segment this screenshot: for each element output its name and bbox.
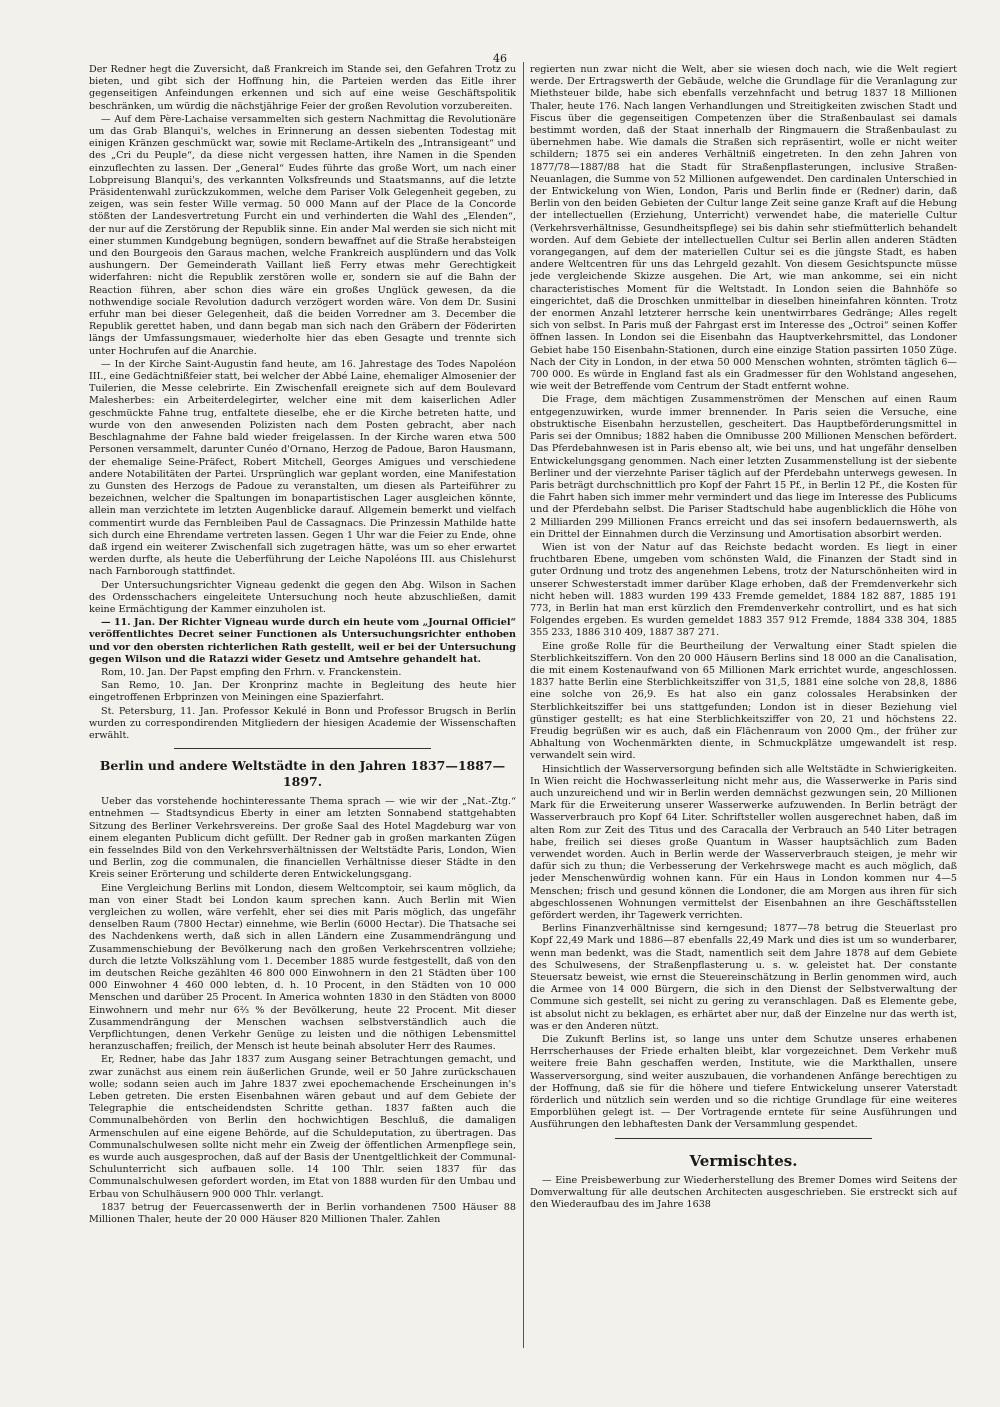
- article-paragraph: Eine große Rolle für die Beurtheilung der Verwaltung einer Stadt spielen die Sterblichkeitsziffern. Von den 20 000 Häusern Berlins sind 18 000 an die Canalisation, die mit einem Kostenaufwand von 65 Millionen Mark errichtet wurde, angeschlossen. 1837 hatte Berlin eine Sterblichkeitsziffer von 31,5, 1881 eine solche von 28,8, 1886 eine solche von 26,9. Es hat also ein ganz colossales Herabsinken der Sterblichkeitsziffer bei uns stattgefunden; London ist in dieser Beziehung viel günstiger gestellt; es hat eine Sterblichkeitsziffer von 20, 21 und höchstens 22. Freudig begrüßen wir es auch, daß ein Flächenraum von 2000 Qm., der früher zur Abhaltung von Wochenmärkten diente, in Schmuckplätze umgewandelt ist resp. verwandelt sein wird.: [530, 640, 957, 762]
- article-paragraph: Die Zukunft Berlins ist, so lange uns unter dem Schutze unseres erhabenen Herrscherhauses der Friede erhalten bleibt, klar vorgezeichnet. Dem Verkehr muß weitere freie Bahn geschaffen werden, Institute, wie die Markthallen, unsere Wasserversorgung, sind weiter auszubauen, die vorhandenen Anfänge berechtigen zu der Hoffnung, daß sie für die höhere und tiefere Entwickelung unserer Vaterstadt förderlich und nützlich sein werden und so die richtige Grundlage für eine weiteres Emporblühen gelegt ist. — Der Vortragende erntete für seine Ausführungen und Ausführungen den lebhaftesten Dank der Versammlung gespendet.: [530, 1034, 957, 1131]
- left-column: [89, 64, 516, 1346]
- article-paragraph: Wien ist von der Natur auf das Reichste bedacht worden. Es liegt in einer fruchtbaren Ebene, umgeben vom schönsten Wald, die Finanzen der Stadt sind in guter Ordnung und trotz des angenehmen Lebens, trotz der Naturschönheiten wird in unserer Schwesterstadt immer darüber Klage erhoben, daß der Fremdenverkehr sich nicht heben will. 1883 wurden 199 433 Fremde gemeldet, 1884 182 887, 1885 191 773, in Berlin hat man erst kürzlich den Fremdenverkehr controllirt, und es hat sich Folgendes ergeben. Es wurden gemeldet 1883 357 912 Fremde, 1884 338 304, 1885 355 233, 1886 310 409, 1887 387 271.: [530, 541, 957, 639]
- article-paragraph: — Eine Preisbewerbung zur Wiederherstellung des Bremer Domes wird Seitens der Domverwaltung für alle deutschen Architecten ausgeschrieben. Sie erstreckt sich auf den Wiederaufbau des im Jahre 1638: [530, 1174, 957, 1211]
- article-paragraph: Ueber das vorstehende hochinteressante Thema sprach — wie wir der „Nat.-Ztg.“ entnehmen — Stadtsyndicus Eberty in einer am letzten Sonnabend stattgehabten Sitzung des Berliner Verkehrsvereins. Der große Saal des Hotel Magdeburg war von einem eleganten Publicum dicht gefüllt. Der Redner gab in großen markanten Zügen ein fesselndes Bild von den Verkehrsverhältnissen der Weltstädte Paris, London, Wien und Berlin, zog die communalen, die financiellen Verhältnisse dieser Städte in den Kreis seiner Erörterung und schilderte deren Entwickelungsgang.: [89, 796, 516, 881]
- divider: [615, 1138, 871, 1139]
- article-paragraph: Hinsichtlich der Wasserversorgung befinden sich alle Weltstädte in Schwierigkeiten. In Wien reicht die Hochwasserleitung nicht mehr aus, die Wasserwerke in Paris sind auch unzureichend und wir in Berlin werden demnächst gezwungen sein, 20 Millionen Mark für die Erweiterung unserer Wasserwerke aufzuwenden. In Berlin beträgt der Wasserverbrauch pro Kopf 64 Liter. Schriftsteller wollen ausgerechnet haben, daß im alten Rom zur Zeit des Titus und des Caracalla der Verbrauch an 540 Liter betragen habe, freilich sei dieses große Quantum in Wasser hauptsächlich zum Baden verwendet worden. Auch in Berlin werde der Wasserverbrauch steigen, je mehr wir dafür sich zu thun; die Verbesserung der Verkehrswege macht es auch möglich, daß jeder Menschenwürdig wohnen kann. Für ein Haus in London kommen nur 4—5 Menschen; frisch und gesund können die Londoner, die am Morgen aus ihren für sich abgeschlossenen Wohnungen vermittelst der Eisenbahnen an ihre Geschäftsstellen gefördert werden, ihr Tagewerk verrichten.: [530, 763, 957, 922]
- column-divider: [523, 62, 524, 1348]
- article-paragraph: Rom, 10. Jan. Der Papst empfing den Frhrn. v. Franckenstein.: [101, 666, 402, 678]
- article-paragraph: — In der Kirche Saint-Augustin fand heute, am 16. Jahrestage des Todes Napoléon III., eine Gedächtnißfeier statt, bei welcher der Abbé Laine, ehemaliger Almosenier der Tuilerien, die Messe celebrirte. Ein Zwischenfall ereignete sich auf dem Boulevard Malesherbes: ein Arbeiterdelegirter, welcher eine mit dem kaiserlichen Adler geschmückte Fahne trug, entfaltete dieselbe, ehe er die Kirche betreten hatte, und wurde von den anwesenden Polizisten nach dem Posten gebracht, aber nach Beschlagnahme der Fahne bald wieder freigelassen. In der Kirche waren etwa 500 Personen versammelt, darunter Cunéo d'Ornano, Herzog de Padoue, Baron Hausmann, der ehemalige Seine-Präfect, Robert Mitchell, Georges Amigues und verschiedene andere Notabilitäten der Partei. Ursprünglich war geplant worden, eine Manifestation zu Gunsten des Herzogs de Padoue zu veranstalten, um diesen als Parteiführer zu bezeichnen, welcher die Spaltungen im bonapartistischen Lager ausgleichen könnte, allein man verzichtete im letzten Augenblicke darauf. Allgemein bemerkt und vielfach commentirt wurde das Fernbleiben Paul de Cassagnacs. Die Prinzessin Mathilde hatte sich durch eine Ehrendame vertreten lassen. Gegen 1 Uhr war die Feier zu Ende, ohne daß irgend ein weiterer Zwischenfall sich zugetragen hätte, was um so eher erwartet werden durfte, als heute die Ueberführung der Leiche Napoléons III. aus Chislehurst nach Farnborough stattfindet.: [89, 358, 516, 578]
- right-column: [530, 64, 957, 1346]
- article-paragraph: Berlins Finanzverhältnisse sind kerngesund; 1877—78 betrug die Steuerlast pro Kopf 22,49 Mark und 1886—87 ebenfalls 22,49 Mark und dies ist um so wunderbarer, wenn man bedenkt, was die Stadt, namentlich seit dem Jahre 1878 auf dem Gebiete des Schulwesens, der Straßenpflasterung u. s. w. geleistet hat. Der constante Steuersatz beweist, wie ernst die Steuereinschätzung in Berlin genommen wird, auch die Armee von 14 000 Bürgern, die sich in den Dienst der Selbstverwaltung der Commune sich gestellt, sei nicht zu gering zu veranschlagen. Daß es Elemente gebe, ist absolut nicht zu beklagen, es erhärtet aber nur, daß der Einzelne nur das werth ist, was er den Anderen nützt.: [530, 923, 957, 1032]
- article-paragraph: Er, Redner, habe das Jahr 1837 zum Ausgang seiner Betrachtungen gemacht, und zwar zunächst aus einem rein äußerlichen Grunde, weil er 50 Jahre zurückschauen wolle; sodann seien auch im Jahre 1837 zwei epochemachende Erscheinungen in's Leben getreten. Die ersten Eisenbahnen wären gebaut und auf dem Gebiete der Telegraphie die entscheidendsten Schritte gethan. 1837 faßten auch die Communalbehörden von Berlin den hochwichtigen Beschluß, die damaligen Armenschulen auf eine eigene Behörde, auf die Schuldeputation, zu übertragen. Das Communalschulwesen sollte nicht mehr ein Zweig der öffentlichen Armenpflege sein, es wurde auch ausgesprochen, daß auf der Basis der Unentgeltlichkeit der Communal-Schulunterricht sich aufbauen solle. 14 100 Thlr. seien 1837 für das Communalschulwesen gefordert worden, im Etat von 1888 wurden für den Umbau und Erbau von Schulhäusern 900 000 Thlr. verlangt.: [89, 1054, 516, 1200]
- article-paragraph: St. Petersburg, 11. Jan. Professor Kekulé in Bonn und Professor Brugsch in Berlin wurden zu correspondirenden Mitgliedern der hiesigen Academie der Wissenschaften erwählt.: [89, 705, 516, 741]
- article-paragraph: San Remo, 10. Jan. Der Kronprinz machte in Begleitung des heute hier eingetroffenen Erbprinzen von Meiningen eine Spazierfahrt.: [89, 680, 516, 704]
- article-paragraph: Der Untersuchungsrichter Vigneau gedenkt die gegen den Abg. Wilson in Sachen des Ordensschachers eingeleitete Untersuchung noch heute abzuschließen, damit keine Ermächtigung der Kammer einzuholen ist.: [89, 579, 516, 615]
- section-heading: Vermischtes.: [689, 1151, 798, 1170]
- article-paragraph: Der Redner hegt die Zuversicht, daß Frankreich im Stande sei, den Gefahren Trotz zu bieten, und gibt sich der Hoffnung hin, die Parteien werden das Eitle ihrer gegenseitigen Anfeindungen erkennen und sich auf eine weise Geschäftspolitik beschränken, um würdig die nächstjährige Feier der großen Revolution vorzubereiten.: [89, 64, 516, 112]
- page-number: 46: [493, 52, 507, 65]
- section-heading: Berlin und andere Weltstädte in den Jahren 1837—1887—1897.: [99, 758, 506, 790]
- article-paragraph: 1837 betrug der Feuercassenwerth der in Berlin vorhandenen 7500 Häuser 88 Millionen Thaler, heute der 20 000 Häuser 820 Millionen Thaler. Zahlen: [89, 1201, 516, 1226]
- article-paragraph: — Auf dem Père-Lachaise versammelten sich gestern Nachmittag die Revolutionäre um das Grab Blanqui's, welches in Erinnerung an dessen siebenten Todestag mit einigen Kränzen geschmückt war, sowie mit Reclame-Artikeln des „Intransigeant“ und des „Cri du Peuple“, da diese nicht vergessen hatten, ihre Namen in die Spenden einzuflechten zu lassen. Der „General“ Eudes führte das große Wort, um nach einer Lobpreisung Blanqui's, des verkannten Volksfreunds und Staatsmanns, auf die letzte Präsidentenwahl zurückzukommen, welche dem Pariser Volk Gelegenheit gegeben, zu zeigen, was sein fester Wille vermag. 50 000 Mann auf der Place de la Concorde stößten der Landesvertretung Furcht ein und verhinderten die Wahl des „Elenden“, der nur auf die Zerstörung der Republik sinne. Ein ander Mal werden sie sich nicht mit einer stummen Kundgebung begnügen, sondern bewaffnet auf die Straße herabsteigen und den Bourgeois den Garaus machen, welche Frankreich ausplündern und das Volk aushungern. Der Gemeinderath Vaillant ließ Ferry etwas mehr Gerechtigkeit widerfahren: nicht die Republik zerstören wolle er, sondern sie auf die Bahn der Reaction führen, aber schon dies wäre ein großes Unglück gewesen, da die nothwendige sociale Revolution dadurch verzögert worden wäre. Von dem Dr. Susini erfuhr man bei dieser Gelegenheit, daß die beiden Vorredner am 3. December die Republik gerettet haben, und dann begab man sich nach den Gräbern der Föderirten längs der Umfassungsmauer, wiederholte hier das eben Gesagte und trennte sich unter Hochrufen auf die Anarchie.: [89, 113, 516, 357]
- article-paragraph: Die Frage, dem mächtigen Zusammenströmen der Menschen auf einen Raum entgegenzuwirken, wurde immer brennender. In Paris seien die Versuche, eine obstruktische Eisenbahn herzustellen, gescheitert. Das Hauptbeförderungsmittel in Paris sei der Omnibus; 1882 haben die Omnibusse 200 Millionen Menschen befördert. Das Pferdebahnwesen ist in Paris ebenso alt, wie bei uns, und hat ungefähr denselben Entwickelungsgang genommen. Nach einer letzten Zusammenstellung ist der siebente Berliner und der vierzehnte Pariser täglich auf der Pferdebahn unterwegs gewesen. In Paris beträgt durchschnittlich pro Kopf der Fahrt 15 Pf., in Berlin 12 Pf., die Kosten für die Fahrt haben sich immer mehr vermindert und das liege im Interesse des Publicums und der Pferdebahn selbst. Die Pariser Stadtschuld habe augenblicklich die Höhe von 2 Milliarden 299 Millionen Francs erreicht und das sei insofern bedauernswerth, als ein Drittel der Einnahmen durch die Verzinsung und Amortisation absorbirt werden.: [530, 394, 957, 540]
- article-paragraph: regierten nun zwar nicht die Welt, aber sie wiesen doch nach, wie die Welt regiert werde. Der Ertragswerth der Gebäude, welche die Grundlage für die Veranlagung zur Miethsteuer bilde, habe sich ebenfalls verzehnfacht und betrug 1837 18 Millionen Thaler, heute 176. Nach langen Verhandlungen und Streitigkeiten zwischen Stadt und Fiscus über die gegenseitigen Competenzen über die Straßenbaulast sei damals bestimmt worden, daß der Staat innerhalb der Ringmauern die Straßenbaulast zu übernehmen habe. Wie damals die Straßen sich repräsentirt, wolle er nicht weiter schildern; 1875 sei ein anderes Verhältniß eingetreten. In den zehn Jahren von 1877/78—1887/88 hat die Stadt für Straßenpflasterungen, inclusive Straßen-Neuanlagen, die Summe von 52 Millionen aufgewendet. Den cardinalen Unterschied in der Entwickelung von Wien, London, Paris und Berlin finde er (Redner) darin, daß Berlin von den beiden Gebieten der Cultur lange Zeit seine ganze Kraft auf die Hebung der intellectuellen (Erziehung, Unterricht) verwendet habe, die materielle Cultur (Verkehrsverhältnisse, Gesundheitspflege) sei bis dahin sehr stiefmütterlich behandelt worden. Auf dem Gebiete der intellectuellen Cultur sei Berlin allen anderen Städten vorangegangen, auf dem der materiellen Cultur sei es die jüngste Stadt, es haben andere Weltcentren für uns das Lehrgeld gezahlt. Von diesem Gesichtspuncte müsse jede vergleichende Skizze ausgehen. Die Art, wie man ankomme, sei ein nicht characteristisches Moment für die Weltstadt. In London seien die Bahnhöfe so eingerichtet, daß die Droschken unmittelbar in dieselben hineinfahren könnten. Trotz der enormen Anzahl letzterer herrsche kein unentwirrbares Gedränge; Alles regelt sich von selbst. In Paris muß der Fahrgast erst im Interesse des „Octroi“ seinen Koffer öffnen lassen. In London sei die Eisenbahn das Hauptverkehrsmittel, das Londoner Gebiet habe 150 Eisenbahn-Stationen, durch eine einzige Station passirten 1050 Züge. Nach der City in London, in der etwa 50 000 Menschen wohnten, strömten täglich 6—700 000. Es würde in England fast als ein Gradmesser für den Wohlstand angesehen, wie weit der Betreffende vom Centrum der Stadt entfernt wohne.: [530, 64, 957, 393]
- article-paragraph: — 11. Jan. Der Richter Vigneau wurde durch ein heute vom „Journal Officiel“ veröffentlichtes Decret seiner Functionen als Untersuchungsrichter enthoben und vor den obersten richterlichen Rath gestellt, weil er bei der Untersuchung gegen Wilson und die Ratazzi wider Gesetz und Amtsehre gehandelt hat.: [89, 617, 516, 665]
- article-paragraph: Eine Vergleichung Berlins mit London, diesem Weltcomptoir, sei kaum möglich, da man von einer Stadt bei London kaum sprechen kann. Auch Berlin mit Wien vergleichen zu wollen, wäre verfehlt, eher sei dies mit Paris möglich, das ungefähr denselben Raum (7800 Hectar) einnehme, wie Berlin (6000 Hectar). Die Thatsache sei des Nachdenkens werth, daß sich in allen Ländern eine Zusammendrängung und Zusammenschiebung der Bevölkerung nach den großen Verkehrscentren vollziehe; durch die letzte Volkszählung vom 1. December 1885 wurde festgestellt, daß von den im deutschen Reiche gezählten 46 800 000 Einwohnern in den 21 Städten über 100 000 Einwohner 4 460 000 lebten, d. h. 10 Procent, in den Städten von 10 000 Menschen und darüber 25 Procent. In America wohnten 1830 in den Städten von 8000 Einwohnern und mehr nur 6⅔ % der Bevölkerung, heute 22 Procent. Mit dieser Zusammendrängung der Menschen wachsen selbstverständlich auch die Verpflichtungen, denen Verkehr Genüge zu leisten und die nöthigen Lebensmittel heranzuschaffen; freilich, der Mensch ist heute beinah absoluter Herr des Raumes.: [89, 882, 516, 1053]
- divider: [174, 748, 430, 749]
